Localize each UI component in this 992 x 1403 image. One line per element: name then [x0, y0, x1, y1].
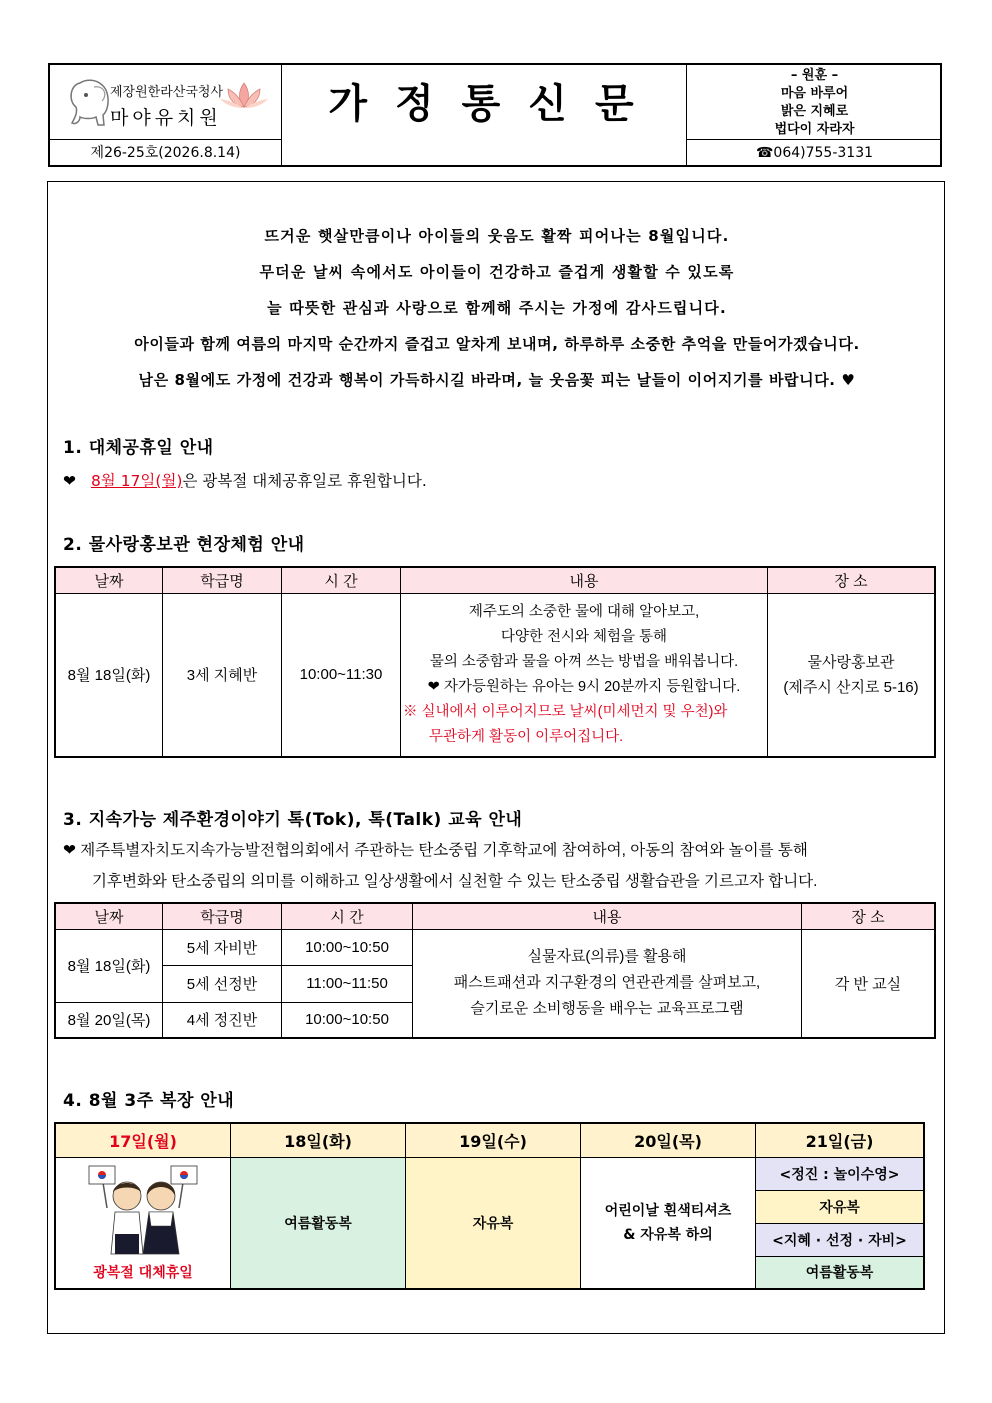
place-line: (제주시 산지로 5-16) — [783, 678, 919, 696]
motto-line: 법다이 자라자 — [774, 122, 855, 137]
section-2-title: 2. 물사랑홍보관 현장체험 안내 — [63, 535, 305, 555]
dress-line: 어린이날 흰색티셔츠 — [604, 1202, 732, 1219]
intro-line: 늘 따뜻한 관심과 사랑으로 함께해 주시는 가정에 감사드립니다. — [267, 299, 727, 317]
col-header: 내용 — [401, 567, 768, 593]
edu-date: 8월 18일(화) — [55, 929, 163, 1002]
friday-dress-others: 여름활동복 — [756, 1256, 925, 1289]
section-3-bullet-cont: 기후변화와 탄소중립의 의미를 이해하고 일상생활에서 실천할 수 있는 탄소중립 생활습관을 기르고자 합니다. — [92, 873, 818, 890]
school-name: 마야유치원 — [110, 108, 222, 129]
section-1-bullet — [63, 469, 427, 491]
day-header: 21일(금) — [756, 1123, 925, 1157]
col-header: 날짜 — [55, 903, 163, 929]
trip-time: 10:00~11:30 — [282, 593, 401, 757]
day-header: 17일(월) — [55, 1123, 231, 1157]
issue-number: 제26-25호(2026.8.14) — [90, 145, 241, 161]
edu-time: 10:00~10:50 — [282, 1002, 413, 1038]
holiday-date: 8월 17일(월) — [90, 472, 183, 490]
edu-time: 10:00~10:50 — [282, 929, 413, 965]
motto-line: 마음 바루어 — [780, 86, 849, 101]
intro-line: 무더운 날씨 속에서도 아이들이 건강하고 즐겁게 생활할 수 있도록 — [259, 263, 735, 281]
motto-title: – 원훈 – — [790, 68, 839, 83]
col-header: 장 소 — [768, 567, 936, 593]
edu-place: 각 반 교실 — [802, 929, 936, 1038]
intro-line: 뜨거운 햇살만큼이나 아이들의 웃음도 활짝 피어나는 8월입니다. — [264, 227, 730, 245]
day-header: 20일(목) — [581, 1123, 756, 1157]
tuesday-dress: 여름활동복 — [231, 1157, 406, 1289]
content-warning: ※ 실내에서 이루어지므로 날씨(미세먼지 및 우천)와 — [403, 703, 728, 720]
day-header: 19일(수) — [406, 1123, 581, 1157]
col-header: 날짜 — [55, 567, 163, 593]
col-header: 학급명 — [163, 567, 282, 593]
col-header: 시 간 — [282, 567, 401, 593]
content-line: 물의 소중함과 물을 아껴 쓰는 방법을 배워봅니다. — [429, 653, 739, 670]
monday-cell — [55, 1157, 231, 1289]
wednesday-dress: 자유복 — [406, 1157, 581, 1289]
content-line: 패스트패션과 지구환경의 연관관계를 살펴보고, — [453, 974, 761, 992]
col-header: 시 간 — [282, 903, 413, 929]
edu-class: 4세 정진반 — [163, 1002, 282, 1038]
place-line: 물사랑홍보관 — [807, 653, 895, 671]
content-line: 슬기로운 소비행동을 배우는 교육프로그램 — [470, 1000, 744, 1018]
monday-caption: 광복절 대체휴일 — [93, 1265, 193, 1281]
day-header: 18일(화) — [231, 1123, 406, 1157]
content-line: 제주도의 소중한 물에 대해 알아보고, — [468, 603, 700, 620]
lotus-logo-icon — [218, 81, 270, 111]
trip-place — [768, 593, 936, 757]
motto — [687, 67, 942, 139]
section-4-title: 4. 8월 3주 복장 안내 — [63, 1091, 235, 1111]
holiday-text: 은 광복절 대체공휴일로 휴원합니다. — [182, 472, 427, 490]
section-1-title: 1. 대체공휴일 안내 — [63, 438, 214, 458]
friday-group-others: <지혜 · 선정 · 자비> — [756, 1223, 925, 1256]
phone-number: ☎064)755-3131 — [755, 145, 874, 161]
friday-group-jeongjin: <정진 : 놀이수영> — [756, 1157, 925, 1190]
elephant-logo-icon — [66, 73, 116, 129]
header-box — [48, 63, 942, 167]
motto-line: 밝은 지혜로 — [780, 104, 849, 119]
edu-class: 5세 자비반 — [163, 929, 282, 965]
dress-line: & 자유복 하의 — [623, 1226, 713, 1243]
col-header: 내용 — [413, 903, 802, 929]
edu-content — [413, 929, 802, 1038]
thursday-dress — [581, 1157, 756, 1289]
children-flag-icon — [83, 1162, 203, 1260]
trip-class: 3세 지혜반 — [163, 593, 282, 757]
col-header: 학급명 — [163, 903, 282, 929]
intro-line: 아이들과 함께 여름의 마지막 순간까지 즐겁고 알차게 보내며, 하루하루 소중한 추억을 만들어가겠습니다. — [134, 335, 860, 353]
intro-line: 남은 8월에도 가정에 건강과 행복이 가득하시길 바라며, 늘 웃음꽃 피는 날들이 이어지기를 바랍니다. ♥ — [138, 371, 856, 389]
field-trip-table — [54, 566, 936, 758]
dress-code-table — [54, 1122, 925, 1290]
page-title: 가정통신문 — [328, 81, 662, 127]
trip-content — [401, 593, 768, 757]
trip-date: 8월 18일(화) — [55, 593, 163, 757]
eco-edu-table — [54, 902, 936, 1039]
section-3-title: 3. 지속가능 제주환경이야기 톡(Tok), 톡(Talk) 교육 안내 — [63, 810, 523, 830]
content-line: 실물자료(의류)를 활용해 — [527, 948, 687, 966]
content-warning: 무관하게 활동이 이루어집니다. — [429, 728, 624, 745]
friday-dress-jeongjin: 자유복 — [756, 1190, 925, 1223]
edu-date: 8월 20일(목) — [55, 1002, 163, 1038]
col-header: 장 소 — [802, 903, 936, 929]
content-line: ❤ 자가등원하는 유아는 9시 20분까지 등원합니다. — [427, 678, 741, 695]
edu-time: 11:00~11:50 — [282, 965, 413, 1002]
section-3-bullet: ❤ 제주특별자치도지속가능발전협의회에서 주관하는 탄소중립 기후학교에 참여하여, 아동의 참여와 놀이를 통해 — [63, 842, 808, 859]
content-line: 다양한 전시와 체험을 통해 — [500, 628, 668, 645]
school-subtitle: 제장원한라산국청사 — [110, 84, 224, 99]
edu-class: 5세 선정반 — [163, 965, 282, 1002]
heart-icon: ❤ — [63, 472, 76, 490]
